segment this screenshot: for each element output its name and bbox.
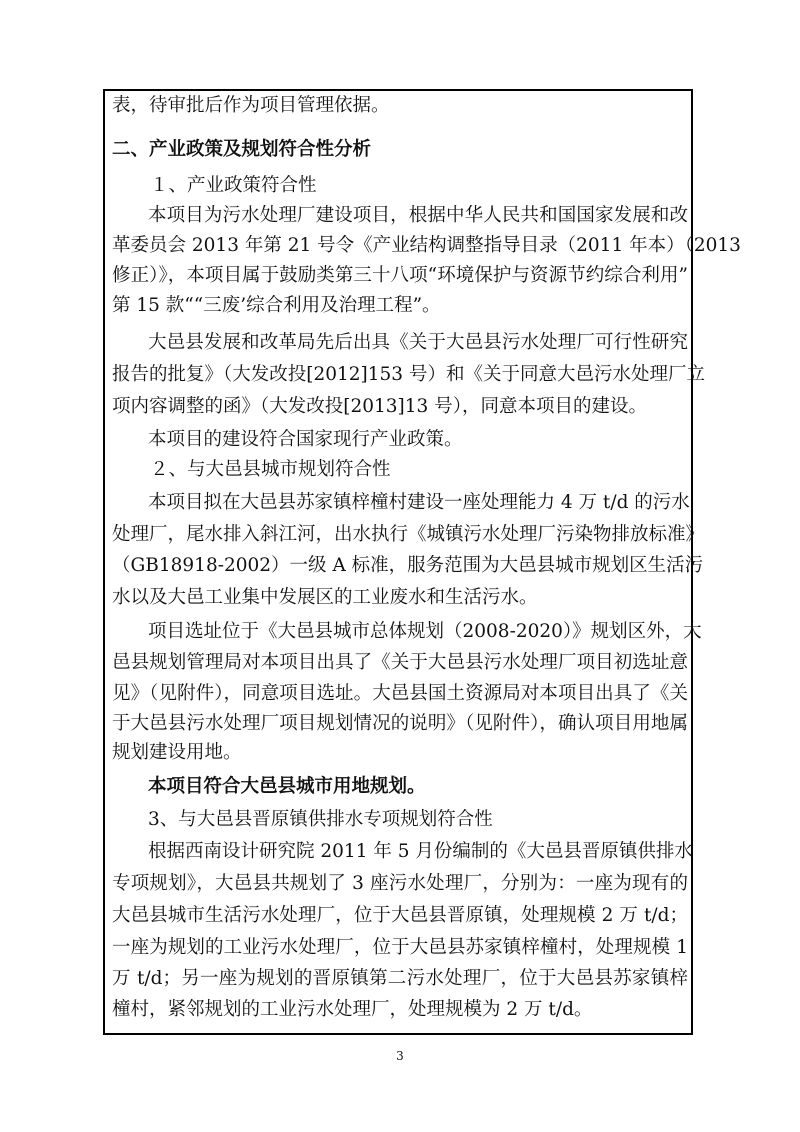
section-heading: 二、产业政策及规划符合性分析 [112, 139, 372, 160]
text-line: 处理厂，尾水排入斜江河，出水执行《城镇污水处理厂污染物排放标准》 [112, 524, 705, 545]
text-line: 本项目拟在大邑县苏家镇梓橦村建设一座处理能力 4 万 t/d 的污水 [148, 492, 690, 513]
text-line: 第 15 款““三废’综合利用及治理工程”。 [112, 295, 441, 316]
text-line: 表，待审批后作为项目管理依据。 [112, 95, 390, 116]
text-line: 于大邑县污水处理厂项目规划情况的说明》（见附件），确认项目用地属 [112, 713, 688, 734]
text-line: 大邑县发展和改革局先后出具《关于大邑县污水处理厂可行性研究 [148, 332, 688, 353]
text-line: 报告的批复》（大发改投[2012]153 号）和《关于同意大邑污水处理厂立 [112, 364, 705, 385]
text-line: 修正）》，本项目属于鼓励类第三十八项“环境保护与资源节约综合利用” [112, 265, 688, 286]
subsection-title: 3、与大邑县晋原镇供排水专项规划符合性 [148, 809, 493, 830]
text-line: 根据西南设计研究院 2011 年 5 月份编制的《大邑县晋原镇供排水 [148, 841, 693, 862]
subsection-title: ２、与大邑县城市规划符合性 [150, 459, 391, 480]
text-line: 大邑县城市生活污水处理厂，位于大邑县晋原镇，处理规模 2 万 t/d； [112, 905, 688, 926]
text-line: 见》（见附件），同意项目选址。大邑县国土资源局对本项目出具了《关 [112, 683, 688, 704]
text-line: 专项规划》，大邑县共规划了 3 座污水处理厂，分别为：一座为现有的 [112, 873, 688, 894]
text-line: 项内容调整的函》（大发改投[2013]13 号），同意本项目的建设。 [112, 396, 647, 417]
text-line: 本项目符合大邑县城市用地规划。 [148, 776, 426, 797]
text-line: 橦村，紧邻规划的工业污水处理厂，处理规模为 2 万 t/d。 [112, 999, 593, 1020]
subsection-title: １、产业政策符合性 [150, 175, 317, 196]
text-line: 本项目为污水处理厂建设项目，根据中华人民共和国国家发展和改 [148, 205, 688, 226]
text-line: 一座为规划的工业污水处理厂，位于大邑县苏家镇梓橦村，处理规模 1 [112, 937, 688, 958]
text-line: （GB18918-2002）一级 A 标准，服务范围为大邑县城市规划区生活污 [112, 555, 704, 576]
text-line: 万 t/d；另一座为规划的晋原镇第二污水处理厂，位于大邑县苏家镇梓 [112, 968, 688, 989]
text-line: 革委员会 2013 年第 21 号令《产业结构调整指导目录（2011 年本）（2013 [112, 235, 741, 256]
text-line: 邑县规划管理局对本项目出具了《关于大邑县污水处理厂项目初选址意 [112, 652, 688, 673]
text-line: 项目选址位于《大邑县城市总体规划（2008-2020）》规划区外，大 [148, 621, 702, 642]
text-line: 水以及大邑工业集中发展区的工业废水和生活污水。 [112, 587, 538, 608]
text-line: 规划建设用地。 [112, 742, 242, 763]
text-line: 本项目的建设符合国家现行产业政策。 [148, 429, 463, 450]
page-number: 3 [396, 1049, 404, 1063]
